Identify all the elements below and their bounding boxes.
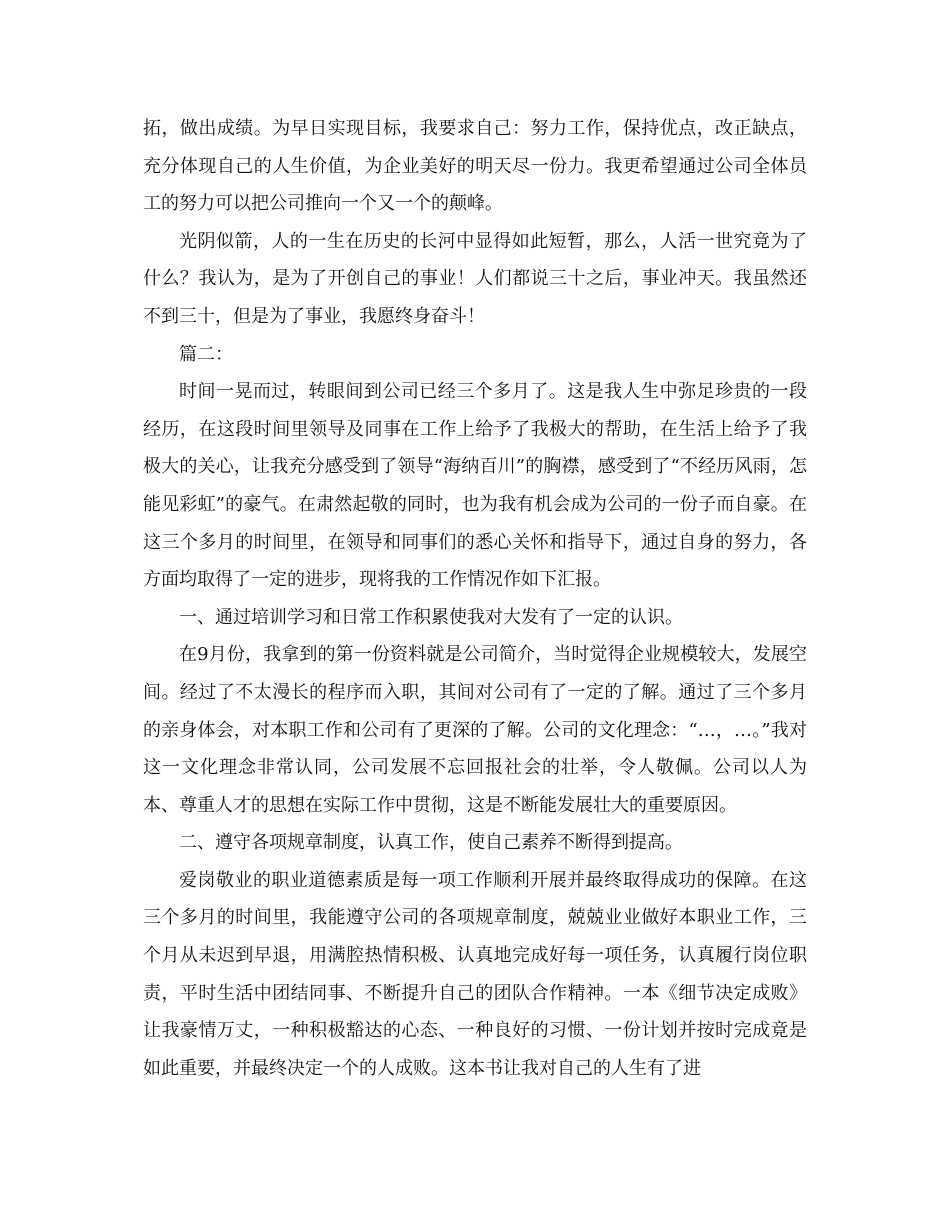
document-page xyxy=(143,110,807,1087)
section-heading-one: 一、通过培训学习和日常工作积累使我对大发有了一定的认识。 xyxy=(179,606,683,628)
section-heading-part-two: 篇二： xyxy=(179,343,233,365)
paragraph-2: 光阴似箭，人的一生在历史的长河中显得如此短暂，那么，人活一世究竟为了什么？我认为，是为了开创自己的事业！人们都说三十之后，事业冲天。我虽然还不到三十，但是为了事业，我愿终身奋斗！ xyxy=(143,230,807,327)
paragraph-4: 在9月份，我拿到的第一份资料就是公司简介，当时觉得企业规模较大，发展空间。经过了不太漫长的程序而入职，其间对公司有了一定的了解。通过了三个多月的亲身体会，对本职工作和公司有了更深的了解。公司的文化理念：“…，…。”我对这一文化理念非常认同，公司发展不忘回报社会的壮举，令人敬佩。公司以人为本、尊重人才的思想在实际工作中贯彻，这是不断能发展壮大的重要原因。 xyxy=(143,644,807,816)
paragraph-3: 时间一晃而过，转眼间到公司已经三个多月了。这是我人生中弥足珍贵的一段经历，在这段时间里领导及同事在工作上给予了我极大的帮助，在生活上给予了我极大的关心，让我充分感受到了领导“海纳百川”的胸襟，感受到了“不经历风雨，怎能见彩虹”的豪气。在肃然起敬的同时，也为我有机会成为公司的一份子而自豪。在这三个多月的时间里，在领导和同事们的悉心关怀和指导下，通过自身的努力，各方面均取得了一定的进步，现将我的工作情况作如下汇报。 xyxy=(143,381,807,591)
paragraph-1: 拓，做出成绩。为早日实现目标，我要求自己：努力工作，保持优点，改正缺点，充分体现自己的人生价值，为企业美好的明天尽一份力。我更希望通过公司全体员工的努力可以把公司推向一个又一个的颠峰。 xyxy=(143,118,807,215)
paragraph-5: 爱岗敬业的职业道德素质是每一项工作顺利开展并最终取得成功的保障。在这三个多月的时间里，我能遵守公司的各项规章制度，兢兢业业做好本职业工作，三个月从未迟到早退，用满腔热情积极、认真地完成好每一项任务，认真履行岗位职责，平时生活中团结同事、不断提升自己的团队合作精神。一本《细节决定成败》让我豪情万丈，一种积极豁达的心态、一种良好的习惯、一份计划并按时完成竟是如此重要，并最终决定一个的人成败。这本书让我对自己的人生有了进 xyxy=(143,869,807,1079)
section-heading-two: 二、遵守各项规章制度，认真工作，使自己素养不断得到提高。 xyxy=(179,832,683,854)
